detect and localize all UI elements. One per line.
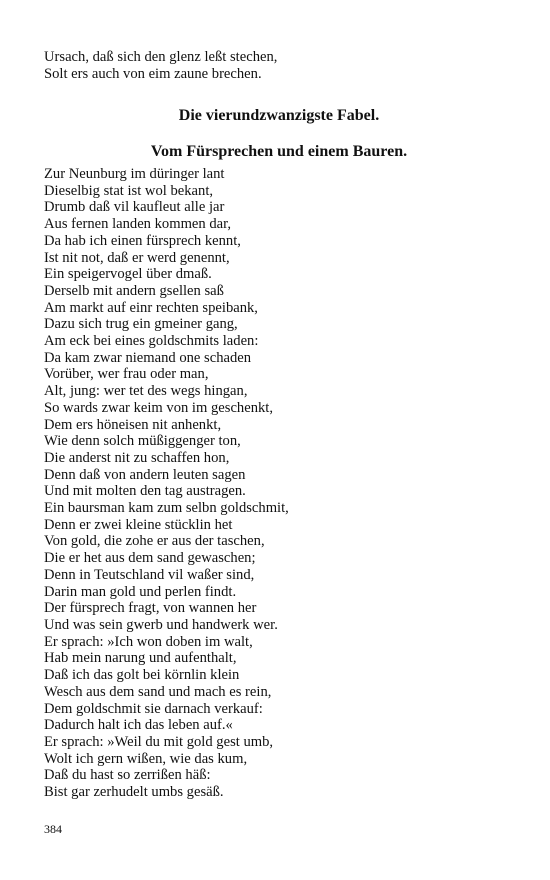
verse-line: Dadurch halt ich das leben auf.« <box>44 717 233 734</box>
verse-line: Dazu sich trug ein gmeiner gang, <box>44 316 238 333</box>
verse-line: Solt ers auch von eim zaune brechen. <box>44 65 262 82</box>
verse-line: Dem goldschmit sie darnach verkauf: <box>44 700 263 717</box>
verse-line: Denn daß von andern leuten sagen <box>44 466 246 483</box>
verse-line: Von gold, die zohe er aus der taschen, <box>44 533 265 550</box>
verse-line: Aus fernen landen kommen dar, <box>44 216 232 233</box>
verse-line: Er sprach: »Ich won doben im walt, <box>44 633 253 650</box>
verse-line: Denn er zwei kleine stücklin het <box>44 516 233 533</box>
verse-line: Vorüber, wer frau oder man, <box>44 366 209 383</box>
verse-line: Wesch aus dem sand und mach es rein, <box>44 683 272 700</box>
verse-line: Dieselbig stat ist wol bekant, <box>44 182 214 199</box>
verse-line: Dem ers höneisen nit anhenkt, <box>44 416 222 433</box>
intro-verse <box>44 49 277 82</box>
verse-line: Er sprach: »Weil du mit gold gest umb, <box>44 733 274 750</box>
verse-line: Die anderst nit zu schaffen hon, <box>44 449 230 466</box>
verse-line: Daß ich das golt bei körnlin klein <box>44 667 240 684</box>
verse-line: Wolt ich gern wißen, wie das kum, <box>44 750 248 767</box>
verse-line: Am markt auf einr rechten speibank, <box>44 299 258 316</box>
verse-line: Wie denn solch müßiggenger ton, <box>44 433 241 450</box>
verse-line: So wards zwar keim von im geschenkt, <box>44 399 273 416</box>
verse-line: Ursach, daß sich den glenz leßt stechen, <box>44 49 278 65</box>
verse-line: Ist nit not, daß er werd genennt, <box>44 249 230 266</box>
verse-line: Alt, jung: wer tet des wegs hingan, <box>44 383 248 400</box>
verse-line: Zur Neunburg im düringer lant <box>44 166 225 182</box>
verse-line: Ein baursman kam zum selbn goldschmit, <box>44 500 289 517</box>
fable-title: Die vierundzwanzigste Fabel. <box>178 107 380 124</box>
fable-subtitle: Vom Fürsprechen und einem Bauren. <box>150 143 408 160</box>
verse-line: Da kam zwar niemand one schaden <box>44 349 252 366</box>
verse-line: Da hab ich einen fürsprech kennt, <box>44 232 241 249</box>
verse-line: Der fürsprech fragt, von wannen her <box>44 600 257 617</box>
verse-line: Darin man gold und perlen findt. <box>44 583 237 600</box>
verse-line: Und was sein gwerb und handwerk wer. <box>44 616 278 633</box>
verse-line: Daß du hast so zerrißen häß: <box>44 767 211 784</box>
verse-line: Und mit molten den tag austragen. <box>44 483 246 500</box>
verse-line: Hab mein narung und aufenthalt, <box>44 650 237 667</box>
verse-line: Am eck bei eines goldschmits laden: <box>44 333 259 350</box>
verse-line: Drumb daß vil kaufleut alle jar <box>44 199 225 216</box>
verse-line: Bist gar zerhudelt umbs gesäß. <box>44 784 224 801</box>
page-number: 384 <box>44 822 62 836</box>
verse-line: Ein speigervogel über dmaß. <box>44 266 212 283</box>
verse-line: Denn in Teutschland vil waßer sind, <box>44 566 255 583</box>
verse-line: Die er het aus dem sand gewaschen; <box>44 550 256 567</box>
fable-verse <box>44 166 289 801</box>
verse-line: Derselb mit andern gsellen saß <box>44 282 224 299</box>
